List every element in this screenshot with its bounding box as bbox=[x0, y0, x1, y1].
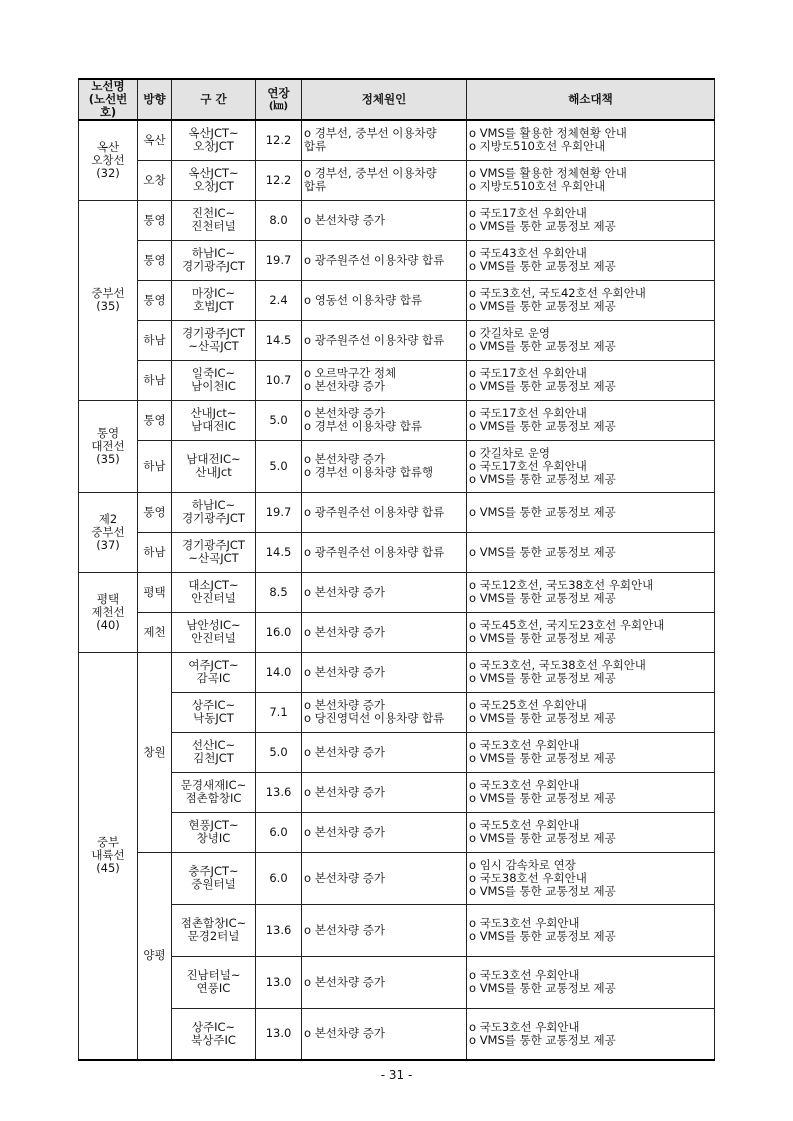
table-row bbox=[79, 732, 715, 772]
section-cell bbox=[172, 1008, 256, 1060]
length-cell: 14.0 bbox=[256, 652, 302, 692]
length-cell: 6.0 bbox=[256, 852, 302, 904]
measure-line: o VMS를 통한 교통정보 제공 bbox=[469, 544, 616, 559]
measure-line: o VMS를 통한 교통정보 제공 bbox=[469, 883, 616, 898]
section-line: 경기광주JCT bbox=[182, 538, 245, 552]
section-line: 선산IC~ bbox=[191, 738, 236, 752]
table-row bbox=[79, 532, 715, 572]
route-name-line: 대전선 bbox=[91, 438, 125, 453]
measures-cell bbox=[467, 572, 715, 612]
cause-line: o 본선차량 증가 bbox=[304, 624, 386, 639]
section-line: 낙동JCT bbox=[193, 711, 234, 725]
length-cell: 12.2 bbox=[256, 160, 302, 200]
measures-cell bbox=[467, 360, 715, 400]
table-row bbox=[79, 812, 715, 852]
table-row bbox=[79, 280, 715, 320]
table-row bbox=[79, 904, 715, 956]
section-cell bbox=[172, 200, 256, 240]
measure-line: o 국도3호선 우회안내 bbox=[469, 916, 580, 930]
section-line: 상주IC~ bbox=[191, 698, 236, 712]
measures-cell bbox=[467, 240, 715, 280]
route-name-line: 오창선 bbox=[91, 152, 125, 167]
cause-cell bbox=[302, 320, 467, 360]
cause-line: o 본선차량 증가 bbox=[304, 698, 386, 712]
page-number: - 31 - bbox=[380, 1068, 413, 1082]
cause-line: o 경부선 이용차량 합류 bbox=[304, 419, 422, 433]
length-cell: 2.4 bbox=[256, 280, 302, 320]
measure-line: o VMS를 통한 교통정보 제공 bbox=[469, 504, 616, 519]
length-cell: 19.7 bbox=[256, 492, 302, 532]
cause-line: o 경부선, 중부선 이용차량 bbox=[304, 126, 437, 141]
cause-line: o 본선차량 증가 bbox=[304, 870, 386, 885]
route-name-line: 통영 bbox=[96, 425, 120, 440]
measure-line: o VMS를 통한 교통정보 제공 bbox=[469, 791, 616, 805]
route-name-line: (45) bbox=[96, 861, 120, 876]
table-row bbox=[79, 1008, 715, 1060]
direction-cell: 오창 bbox=[138, 160, 172, 200]
direction-cell: 창원 bbox=[138, 652, 172, 852]
measures-cell bbox=[467, 160, 715, 200]
section-line: 일죽IC~ bbox=[191, 366, 236, 380]
section-cell bbox=[172, 652, 256, 692]
measure-line: o VMS를 통한 교통정보 제공 bbox=[469, 219, 616, 233]
direction-cell: 하남 bbox=[138, 360, 172, 400]
measure-line: o 국도3호선 우회안내 bbox=[469, 738, 580, 752]
route-name-cell bbox=[79, 400, 138, 492]
route-name-line: (37) bbox=[96, 537, 120, 552]
measures-cell bbox=[467, 772, 715, 812]
measures-cell bbox=[467, 652, 715, 692]
table-row bbox=[79, 612, 715, 652]
table-row bbox=[79, 400, 715, 440]
measures-cell bbox=[467, 532, 715, 572]
cause-line: o 당진영덕선 이용차량 합류 bbox=[304, 711, 445, 725]
section-line: 오창JCT bbox=[193, 139, 234, 154]
cause-line: o 본선차량 증가 bbox=[304, 379, 386, 393]
table-body bbox=[79, 120, 715, 1060]
header-length: 연장 (㎞) bbox=[256, 79, 302, 120]
section-line: 안진터널 bbox=[191, 631, 236, 645]
route-name-line: (32) bbox=[96, 165, 120, 180]
direction-cell: 통영 bbox=[138, 280, 172, 320]
measure-line: o 국도17호선 우회안내 bbox=[469, 366, 587, 380]
section-line: 김천JCT bbox=[193, 751, 234, 765]
cause-cell bbox=[302, 532, 467, 572]
length-cell: 14.5 bbox=[256, 532, 302, 572]
cause-cell bbox=[302, 240, 467, 280]
route-name-line: (35) bbox=[96, 299, 120, 313]
measure-line: o VMS를 통한 교통정보 제공 bbox=[469, 299, 616, 313]
cause-line: o 오르막구간 정체 bbox=[304, 366, 397, 380]
measures-cell bbox=[467, 492, 715, 532]
length-cell: 19.7 bbox=[256, 240, 302, 280]
length-cell: 13.6 bbox=[256, 772, 302, 812]
measure-line: o VMS를 통한 교통정보 제공 bbox=[469, 751, 616, 765]
length-cell: 10.7 bbox=[256, 360, 302, 400]
header-section: 구 간 bbox=[172, 79, 256, 120]
section-line: 문경2터널 bbox=[187, 929, 240, 943]
measure-line: o VMS를 통한 교통정보 제공 bbox=[469, 631, 616, 645]
cause-cell bbox=[302, 812, 467, 852]
length-cell: 8.0 bbox=[256, 200, 302, 240]
header-row bbox=[79, 79, 715, 120]
route-name-cell bbox=[79, 492, 138, 572]
route-name-line: 평택 bbox=[96, 591, 120, 606]
measure-line: o 국도17호선 우회안내 bbox=[469, 406, 587, 420]
route-name-line: 중부선 bbox=[91, 286, 125, 300]
table-row bbox=[79, 120, 715, 160]
route-name-line: 제천선 bbox=[91, 604, 125, 619]
measure-line: o 국도17호선 우회안내 bbox=[469, 206, 587, 220]
cause-cell bbox=[302, 492, 467, 532]
measures-cell bbox=[467, 612, 715, 652]
section-line: 감곡IC bbox=[196, 671, 231, 685]
measures-cell bbox=[467, 732, 715, 772]
section-line: 경기광주JCT bbox=[182, 511, 245, 525]
measure-line: o VMS를 통한 교통정보 제공 bbox=[469, 259, 616, 273]
cause-line: 합류 bbox=[304, 139, 327, 154]
measures-cell bbox=[467, 400, 715, 440]
measure-line: o 지방도510호선 우회안내 bbox=[469, 139, 606, 154]
section-line: 옥산JCT~ bbox=[188, 166, 239, 180]
section-cell bbox=[172, 360, 256, 400]
measure-line: o VMS를 통한 교통정보 제공 bbox=[469, 831, 616, 845]
header-route: 노선명 (노선번호) bbox=[79, 79, 138, 120]
section-line: 여주JCT~ bbox=[188, 658, 239, 672]
cause-line: o 본선차량 증가 bbox=[304, 784, 386, 799]
section-line: 점촌함창IC bbox=[185, 791, 242, 805]
measure-line: o 국도5호선 우회안내 bbox=[469, 818, 580, 832]
section-line: 산내Jct bbox=[195, 465, 232, 479]
cause-cell bbox=[302, 160, 467, 200]
section-cell bbox=[172, 240, 256, 280]
cause-cell bbox=[302, 612, 467, 652]
table-row bbox=[79, 440, 715, 492]
length-cell: 16.0 bbox=[256, 612, 302, 652]
direction-cell: 통영 bbox=[138, 240, 172, 280]
cause-cell bbox=[302, 120, 467, 160]
measure-line: o VMS를 통한 교통정보 제공 bbox=[469, 339, 616, 353]
measures-cell bbox=[467, 904, 715, 956]
section-cell bbox=[172, 612, 256, 652]
measure-line: o 국도17호선 우회안내 bbox=[469, 458, 587, 473]
measure-line: o 갓길차로 운영 bbox=[469, 445, 551, 460]
cause-line: o 본선차량 증가 bbox=[304, 974, 386, 989]
measure-line: o VMS를 활용한 정체현황 안내 bbox=[469, 126, 627, 141]
measure-line: o VMS를 통한 교통정보 제공 bbox=[469, 1032, 616, 1047]
route-name-line: 중부 bbox=[96, 835, 120, 850]
section-line: 북상주IC bbox=[191, 1032, 236, 1047]
header-cause: 정체원인 bbox=[302, 79, 467, 120]
measure-line: o 갓길차로 운영 bbox=[469, 326, 551, 340]
length-cell: 5.0 bbox=[256, 732, 302, 772]
measures-cell bbox=[467, 812, 715, 852]
cause-line: o 영동선 이용차량 합류 bbox=[304, 292, 422, 307]
length-cell: 13.0 bbox=[256, 1008, 302, 1060]
section-line: ~산곡JCT bbox=[188, 339, 239, 353]
table-row bbox=[79, 492, 715, 532]
section-line: 호법JCT bbox=[193, 299, 234, 313]
measure-line: o VMS를 통한 교통정보 제공 bbox=[469, 981, 616, 995]
section-line: 경기광주JCT bbox=[182, 326, 245, 340]
measure-line: o 국도45호선, 국지도23호선 우회안내 bbox=[469, 618, 665, 632]
cause-line: o 본선차량 증가 bbox=[304, 1026, 386, 1041]
section-line: 진남터널~ bbox=[186, 968, 241, 982]
measures-cell bbox=[467, 956, 715, 1008]
cause-line: o 본선차량 증가 bbox=[304, 922, 386, 937]
length-cell: 13.6 bbox=[256, 904, 302, 956]
table-row bbox=[79, 692, 715, 732]
section-cell bbox=[172, 532, 256, 572]
cause-line: o 광주원주선 이용차량 합류 bbox=[304, 252, 445, 267]
section-cell bbox=[172, 772, 256, 812]
length-cell: 14.5 bbox=[256, 320, 302, 360]
measure-line: o 국도3호선, 국도38호선 우회안내 bbox=[469, 658, 646, 672]
section-line: 경기광주JCT bbox=[182, 259, 245, 273]
measures-cell bbox=[467, 320, 715, 360]
section-line: 점촌함창IC~ bbox=[180, 916, 247, 930]
section-line: 하남IC~ bbox=[191, 498, 236, 512]
direction-cell: 옥산 bbox=[138, 120, 172, 160]
cause-cell bbox=[302, 572, 467, 612]
cause-line: 합류 bbox=[304, 179, 327, 193]
measure-line: o VMS를 활용한 정체현황 안내 bbox=[469, 166, 627, 180]
cause-cell bbox=[302, 400, 467, 440]
table-row bbox=[79, 320, 715, 360]
section-cell bbox=[172, 572, 256, 612]
table-row bbox=[79, 360, 715, 400]
measure-line: o 국도38호선 우회안내 bbox=[469, 870, 587, 885]
table-row bbox=[79, 200, 715, 240]
direction-cell: 제천 bbox=[138, 612, 172, 652]
table-row bbox=[79, 240, 715, 280]
section-line: 연풍IC bbox=[196, 981, 231, 995]
measure-line: o 국도25호선 우회안내 bbox=[469, 698, 587, 712]
cause-line: o 본선차량 증가 bbox=[304, 452, 386, 466]
cause-line: o 광주원주선 이용차량 합류 bbox=[304, 544, 445, 559]
measures-cell bbox=[467, 120, 715, 160]
section-cell bbox=[172, 732, 256, 772]
section-line: 옥산JCT~ bbox=[188, 126, 239, 141]
cause-line: o 광주원주선 이용차량 합류 bbox=[304, 504, 445, 519]
measure-line: o VMS를 통한 교통정보 제공 bbox=[469, 419, 616, 433]
route-name-line: (35) bbox=[96, 451, 120, 466]
header-direction: 방향 bbox=[138, 79, 172, 120]
measure-line: o VMS를 통한 교통정보 제공 bbox=[469, 711, 616, 725]
direction-cell: 양평 bbox=[138, 852, 172, 1060]
section-line: 상주IC~ bbox=[191, 1019, 236, 1034]
route-name-cell bbox=[79, 200, 138, 400]
section-line: 문경새재IC~ bbox=[180, 778, 247, 792]
measures-cell bbox=[467, 852, 715, 904]
section-cell bbox=[172, 812, 256, 852]
section-line: 남안성IC~ bbox=[186, 618, 241, 632]
section-line: 마장IC~ bbox=[191, 286, 236, 300]
route-name-line: (40) bbox=[96, 617, 120, 632]
route-name-line: 제2 bbox=[98, 511, 118, 526]
cause-line: o 본선차량 증가 bbox=[304, 824, 386, 839]
measure-line: o VMS를 통한 교통정보 제공 bbox=[469, 929, 616, 943]
measures-cell bbox=[467, 1008, 715, 1060]
section-cell bbox=[172, 440, 256, 492]
cause-line: o 본선차량 증가 bbox=[304, 664, 386, 679]
section-cell bbox=[172, 492, 256, 532]
section-line: 안진터널 bbox=[191, 591, 236, 605]
section-cell bbox=[172, 852, 256, 904]
cause-cell bbox=[302, 200, 467, 240]
section-line: 남대전IC bbox=[191, 419, 236, 433]
section-line: 충주JCT~ bbox=[188, 864, 239, 878]
measures-cell bbox=[467, 692, 715, 732]
direction-cell: 통영 bbox=[138, 200, 172, 240]
congestion-table bbox=[78, 78, 715, 1061]
table-row bbox=[79, 652, 715, 692]
route-name-line: 중부선 bbox=[91, 524, 125, 539]
section-line: 산내Jct~ bbox=[190, 406, 237, 420]
section-line: 남대전IC~ bbox=[186, 452, 241, 466]
measure-line: o VMS를 통한 교통정보 제공 bbox=[469, 471, 616, 486]
cause-cell bbox=[302, 280, 467, 320]
measure-line: o VMS를 통한 교통정보 제공 bbox=[469, 379, 616, 393]
length-cell: 5.0 bbox=[256, 440, 302, 492]
measures-cell bbox=[467, 440, 715, 492]
direction-cell: 하남 bbox=[138, 320, 172, 360]
length-cell: 12.2 bbox=[256, 120, 302, 160]
cause-cell bbox=[302, 692, 467, 732]
cause-line: o 경부선 이용차량 합류행 bbox=[304, 465, 434, 479]
measure-line: o 국도3호선 우회안내 bbox=[469, 778, 580, 792]
section-cell bbox=[172, 280, 256, 320]
cause-line: o 본선차량 증가 bbox=[304, 744, 386, 759]
measure-line: o 국도12호선, 국도38호선 우회안내 bbox=[469, 578, 654, 592]
measure-line: o 임시 감속차로 연장 bbox=[469, 857, 576, 872]
measures-cell bbox=[467, 280, 715, 320]
section-line: 하남IC~ bbox=[191, 246, 236, 260]
cause-line: o 광주원주선 이용차량 합류 bbox=[304, 332, 445, 347]
cause-cell bbox=[302, 956, 467, 1008]
cause-line: o 본선차량 증가 bbox=[304, 406, 386, 420]
measure-line: o VMS를 통한 교통정보 제공 bbox=[469, 591, 616, 605]
length-cell: 7.1 bbox=[256, 692, 302, 732]
section-line: 대소JCT~ bbox=[188, 578, 239, 592]
table-row bbox=[79, 160, 715, 200]
table-row bbox=[79, 852, 715, 904]
length-cell: 8.5 bbox=[256, 572, 302, 612]
route-name-line: 내륙선 bbox=[91, 848, 125, 863]
section-line: 오창JCT bbox=[193, 179, 234, 193]
section-line: 진천터널 bbox=[191, 219, 236, 233]
cause-line: o 본선차량 증가 bbox=[304, 584, 386, 599]
cause-cell bbox=[302, 852, 467, 904]
measure-line: o 국도3호선 우회안내 bbox=[469, 1019, 580, 1034]
section-line: ~산곡JCT bbox=[188, 551, 239, 565]
section-cell bbox=[172, 120, 256, 160]
measure-line: o 지방도510호선 우회안내 bbox=[469, 179, 606, 193]
section-cell bbox=[172, 692, 256, 732]
cause-line: o 본선차량 증가 bbox=[304, 212, 386, 227]
section-cell bbox=[172, 320, 256, 360]
cause-cell bbox=[302, 360, 467, 400]
measure-line: o 국도3호선, 국도42호선 우회안내 bbox=[469, 286, 646, 300]
table-row bbox=[79, 572, 715, 612]
route-name-cell bbox=[79, 652, 138, 1060]
route-name-cell bbox=[79, 572, 138, 652]
section-line: 중원터널 bbox=[191, 877, 236, 891]
route-name-cell bbox=[79, 120, 138, 200]
section-line: 창녕IC bbox=[196, 831, 231, 845]
direction-cell: 하남 bbox=[138, 532, 172, 572]
length-cell: 5.0 bbox=[256, 400, 302, 440]
section-cell bbox=[172, 400, 256, 440]
cause-cell bbox=[302, 440, 467, 492]
direction-cell: 통영 bbox=[138, 400, 172, 440]
route-name-line: 옥산 bbox=[96, 139, 120, 154]
measure-line: o 국도43호선 우회안내 bbox=[469, 246, 587, 260]
cause-cell bbox=[302, 904, 467, 956]
direction-cell: 평택 bbox=[138, 572, 172, 612]
cause-cell bbox=[302, 1008, 467, 1060]
length-cell: 6.0 bbox=[256, 812, 302, 852]
section-line: 현풍JCT~ bbox=[188, 818, 239, 832]
cause-cell bbox=[302, 732, 467, 772]
cause-line: o 경부선, 중부선 이용차량 bbox=[304, 166, 437, 180]
cause-cell bbox=[302, 652, 467, 692]
section-line: 진천IC~ bbox=[191, 206, 236, 220]
measure-line: o VMS를 통한 교통정보 제공 bbox=[469, 671, 616, 685]
header-measures: 해소대책 bbox=[467, 79, 715, 120]
measure-line: o 국도3호선 우회안내 bbox=[469, 968, 580, 982]
section-cell bbox=[172, 160, 256, 200]
direction-cell: 통영 bbox=[138, 492, 172, 532]
section-cell bbox=[172, 904, 256, 956]
section-line: 남이천IC bbox=[191, 379, 236, 393]
cause-cell bbox=[302, 772, 467, 812]
table-row bbox=[79, 956, 715, 1008]
measures-cell bbox=[467, 200, 715, 240]
direction-cell: 하남 bbox=[138, 440, 172, 492]
table-row bbox=[79, 772, 715, 812]
section-cell bbox=[172, 956, 256, 1008]
length-cell: 13.0 bbox=[256, 956, 302, 1008]
